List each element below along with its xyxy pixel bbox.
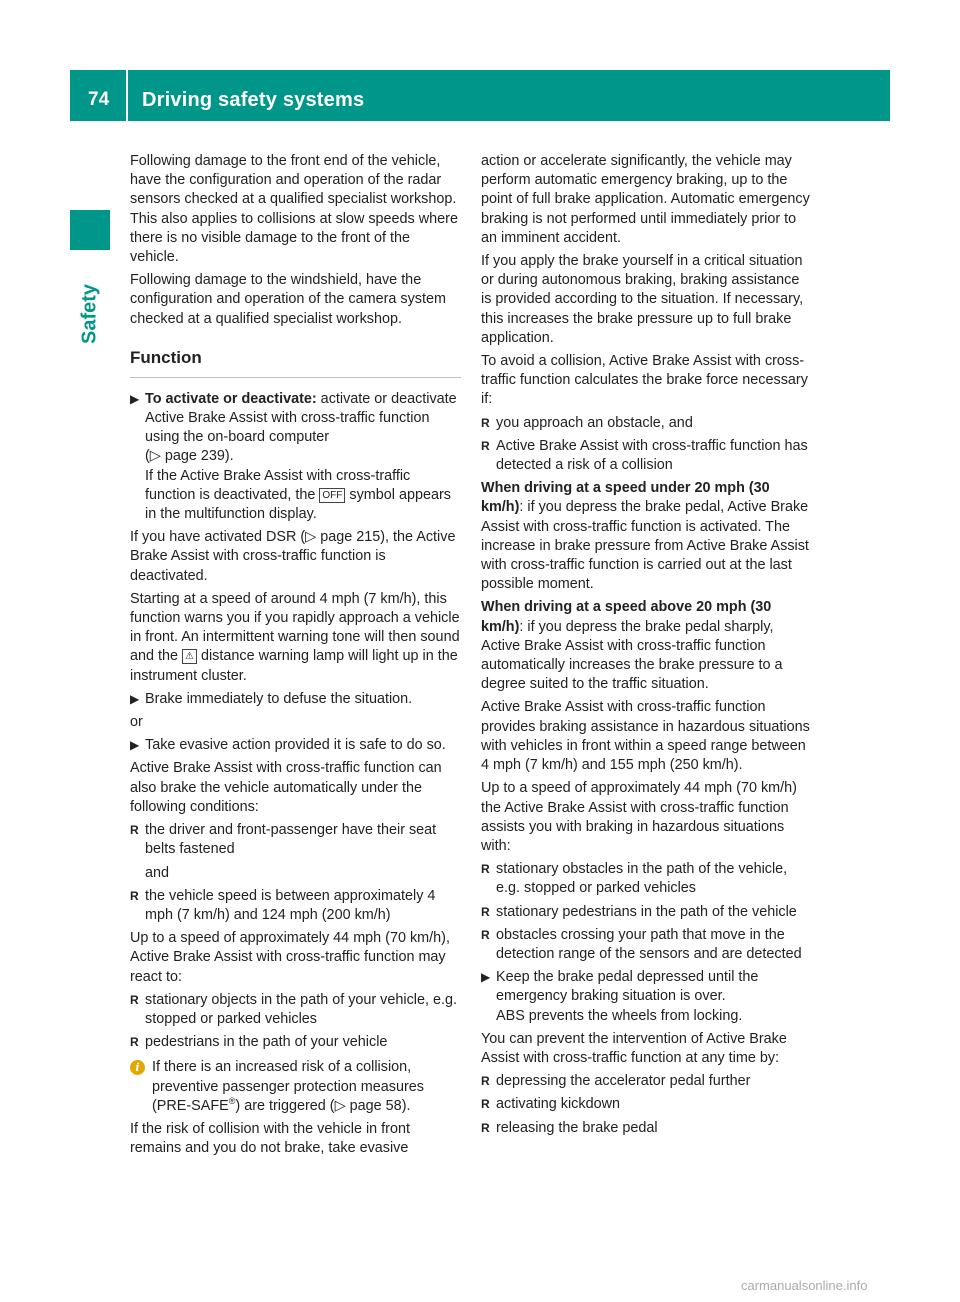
action-arrow-icon: ▶ — [481, 970, 491, 985]
list-item: R stationary objects in the path of your vehicle, e.g. stopped or parked vehicles — [130, 991, 457, 1027]
left-column — [130, 152, 461, 1162]
heading-rule — [130, 377, 461, 378]
bullet-icon: R — [130, 888, 139, 903]
page-reference[interactable]: (▷ page 239). — [145, 448, 234, 465]
list-item: R Active Brake Assist with cross-traffic function has detected a risk of a collision — [481, 437, 808, 474]
bullet-icon: R — [481, 862, 490, 877]
header-divider — [126, 70, 128, 121]
action-step: ▶ Take evasive action provided it is safe to do so. — [130, 736, 461, 755]
action-step: ▶ Brake immediately to defuse the situation. — [130, 690, 461, 709]
watermark: carmanualsonline.info — [741, 1278, 868, 1293]
side-tab-label: Safety — [78, 283, 101, 345]
list-item: R stationary pedestrians in the path of the vehicle — [481, 903, 812, 922]
paragraph: Following damage to the windshield, have the configuration and operation of the camera system checked at a qualified specialist workshop. — [130, 272, 446, 327]
list-item: R you approach an obstacle, and — [481, 414, 812, 433]
list-item: R depressing the accelerator pedal further — [481, 1072, 812, 1091]
bullet-icon: R — [130, 992, 139, 1007]
paragraph: If you apply the brake yourself in a critical situation or during autonomous braking, braking assistance is provided according to the situation. If necessary, this increases the brake pressure up to full brake application. — [481, 253, 804, 346]
paragraph: Active Brake Assist with cross-traffic function can also brake the vehicle automatically under the following conditions: — [130, 760, 442, 815]
bullet-icon: R — [481, 1120, 490, 1135]
page-reference[interactable]: ▷ page 58 — [334, 1097, 402, 1114]
action-step: ▶ Keep the brake pedal depressed until the emergency braking situation is over. ABS prevents the wheels from locking. — [481, 969, 759, 1024]
page-number: 74 — [88, 89, 110, 110]
paragraph: You can prevent the intervention of Active Brake Assist with cross-traffic function at any time by: — [481, 1030, 787, 1066]
bullet-icon: R — [481, 904, 490, 919]
paragraph: action or accelerate significantly, the vehicle may perform automatic emergency braking, up to the point of full brake application. Automatic emergency braking is not performed until immediately prior to an imminent accident. — [481, 153, 810, 246]
action-arrow-icon: ▶ — [130, 738, 140, 753]
paragraph: If you have activated DSR (▷ page 215), the Active Brake Assist with cross-traffic function is deactivated. — [130, 529, 456, 584]
bullet-icon: R — [481, 1074, 490, 1089]
section-title: Driving safety systems — [142, 89, 365, 111]
list-item: R the vehicle speed is between approximately 4 mph (7 km/h) and 124 mph (200 km/h) — [130, 887, 436, 923]
bullet-icon: R — [481, 1097, 490, 1112]
radar-off-icon: OFF — [319, 488, 345, 503]
bullet-icon: R — [481, 927, 490, 942]
info-icon: i — [130, 1060, 145, 1075]
paragraph: To avoid a collision, Active Brake Assist with cross-traffic function calculates the brake force necessary if: — [481, 353, 808, 408]
function-heading: Function — [130, 347, 202, 367]
paragraph: Starting at a speed of around 4 mph (7 km/h), this function warns you if you rapidly approach a vehicle in front. An intermittent warning tone will then sound and the ⚠ distance warning lamp will light up in the instrument cluster. — [130, 590, 460, 684]
side-tab-marker — [70, 210, 110, 250]
paragraph: Active Brake Assist with cross-traffic function provides braking assistance in hazardous situations with vehicles in front within a speed range between 4 mph (7 km/h) and 155 mph (250 km/h). — [481, 699, 810, 774]
info-note: i If there is an increased risk of a collision, preventive passenger protection measures (PRE-SAFE®) are triggered (▷ page 58). — [130, 1058, 461, 1116]
action-arrow-icon: ▶ — [130, 391, 140, 406]
paragraph: Up to a speed of approximately 44 mph (70 km/h) the Active Brake Assist with cross-traffic function assists you with braking in hazardous situations with: — [481, 780, 797, 854]
list-item: R the driver and front-passenger have their seat belts fastened — [130, 822, 437, 858]
paragraph: If the risk of collision with the vehicle in front remains and you do not brake, take evasive — [130, 1120, 410, 1157]
paragraph: Up to a speed of approximately 44 mph (70 km/h), Active Brake Assist with cross-traffic function may react to: — [130, 930, 450, 985]
bullet-icon: R — [481, 438, 490, 453]
paragraph: When driving at a speed above 20 mph (30 km/h): if you depress the brake pedal sharply, Active Brake Assist with cross-traffic function automatically increases the brake pressure to a degree suited to the traffic situation. — [481, 599, 783, 693]
right-column — [481, 152, 812, 1142]
or-text: or — [130, 714, 143, 731]
and-text: and — [145, 864, 170, 881]
list-item: R activating kickdown — [481, 1095, 812, 1114]
bullet-icon: R — [481, 415, 490, 430]
list-item: R pedestrians in the path of your vehicle — [130, 1033, 461, 1052]
bullet-icon: R — [130, 1035, 139, 1050]
page-reference[interactable]: ▷ page 215 — [305, 529, 381, 546]
action-arrow-icon: ▶ — [130, 691, 140, 706]
distance-warning-icon: ⚠ — [182, 649, 197, 664]
paragraph: Following damage to the front end of the vehicle, have the configuration and operation of the radar sensors checked at a qualified specialist workshop. This also applies to collisions at slow speeds where there is no visible damage to the front of the vehicle. — [130, 153, 458, 266]
action-step: ▶ To activate or deactivate: activate or deactivate Active Brake Assist with cross-traffic function using the on-board computer (▷ page 239). If the Active Brake Assist with cross-traffic function is deactivated, the OFF symbol appears in the multifunction display. — [130, 390, 457, 523]
list-item: R obstacles crossing your path that move in the detection range of the sensors and are detected — [481, 926, 802, 962]
list-item: R stationary obstacles in the path of the vehicle, e.g. stopped or parked vehicles — [481, 861, 788, 897]
bullet-icon: R — [130, 823, 139, 838]
paragraph: When driving at a speed under 20 mph (30 km/h): if you depress the brake pedal, Active Brake Assist with cross-traffic function is activated. The increase in brake pressure from Active Brake Assist with cross-traffic function is carried out at the last possible moment. — [481, 480, 809, 593]
list-item: R releasing the brake pedal — [481, 1119, 812, 1138]
